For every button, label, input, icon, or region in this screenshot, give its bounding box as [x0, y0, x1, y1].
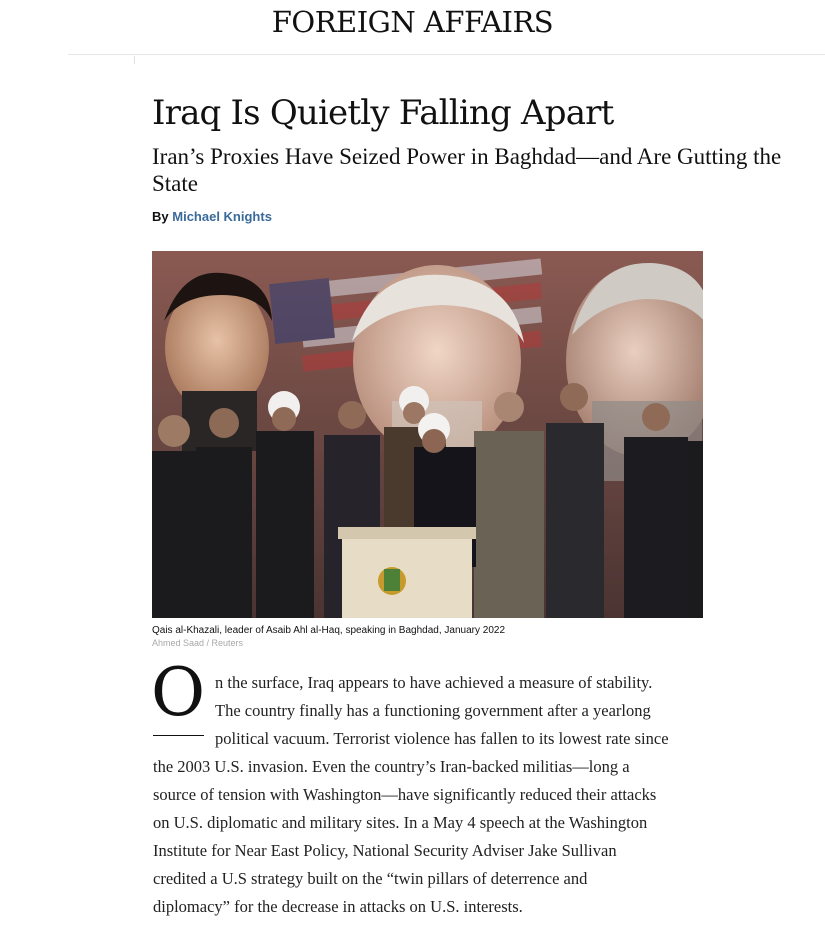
- article-photo: [152, 251, 703, 618]
- body-line: Institute for Near East Policy, National Security Adviser Jake Sullivan: [153, 841, 617, 860]
- article-headline: Iraq Is Quietly Falling Apart: [152, 93, 614, 133]
- body-line: credited a U.S strategy built on the “twin pillars of deterrence and: [153, 869, 588, 888]
- body-line: The country finally has a functioning government after a yearlong: [215, 701, 651, 720]
- body-line: source of tension with Washington—have significantly reduced their attacks: [153, 785, 657, 804]
- body-line: n the surface, Iraq appears to have achieved a measure of stability.: [215, 673, 653, 692]
- masthead: [0, 0, 825, 48]
- drop-cap: O: [151, 654, 206, 731]
- drop-cap-rule: [153, 735, 204, 736]
- body-line: diplomacy” for the decrease in attacks on U.S. interests.: [153, 897, 523, 916]
- body-line: political vacuum. Terrorist violence has fallen to its lowest rate since: [215, 729, 669, 748]
- body-line: on U.S. diplomatic and military sites. In a May 4 speech at the Washington: [153, 813, 648, 832]
- byline-prefix: By: [152, 209, 169, 224]
- header-divider: [68, 54, 825, 55]
- article-subheadline: Iran’s Proxies Have Seized Power in Baghdad—and Are Gutting the State: [152, 144, 782, 196]
- photo-credit: Ahmed Saad / Reuters: [152, 638, 244, 648]
- body-line: the 2003 U.S. invasion. Even the country’s Iran-backed militias—long a: [153, 757, 630, 776]
- photo-caption: Qais al-Khazali, leader of Asaib Ahl al-Haq, speaking in Baghdad, January 2022: [152, 625, 506, 636]
- site-logo[interactable]: FOREIGN AFFAIRS: [271, 5, 554, 39]
- photo-illustration: [152, 251, 703, 618]
- author-link[interactable]: Michael Knights: [172, 209, 272, 224]
- byline: [152, 209, 272, 224]
- header-divider-tick: [134, 56, 135, 64]
